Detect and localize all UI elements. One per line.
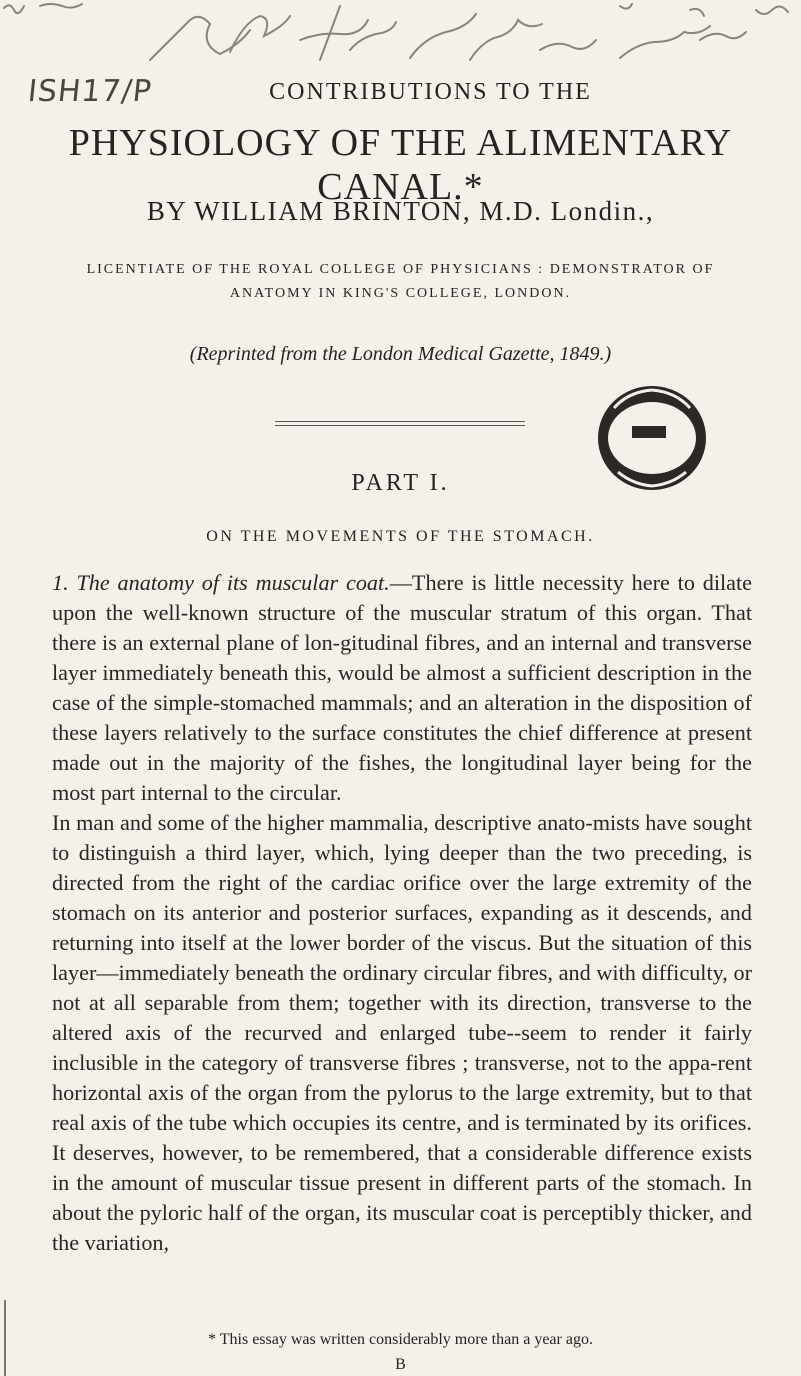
document-title: PHYSIOLOGY OF THE ALIMENTARY CANAL.* — [68, 122, 733, 208]
paragraph-1-lead: 1. The anatomy of its muscular coat. — [52, 570, 390, 595]
signature-mark: B — [395, 1356, 406, 1373]
double-rule-bottom — [275, 425, 525, 426]
double-rule-top — [275, 421, 525, 422]
paragraph-2: In man and some of the higher mammalia, descriptive anato-mists have sought to distinguish a third layer, which, lying deeper than the two preceding, is directed from the right of the cardiac orifice over the large extremity of the stomach on its anterior and posterior surfaces, expanding as it descends, and returning into itself at the lower border of the viscus. But the situation of this layer—immediately beneath the ordinary circular fibres, and with difficulty, or not at all separable from them; together with its direction, transverse to the altered axis of the recurved and enlarged tube--seem to render it fairly inclusible in the category of transverse fibres ; transverse, not to the appa-rent horizontal axis of the organ from the pylorus to the large extremity, but to that real axis of the tube which occupies its centre, and is terminated by its orifices. — [52, 810, 752, 1135]
author-credentials-line-2: ANATOMY IN KING'S COLLEGE, LONDON. — [229, 286, 572, 301]
body-text — [52, 568, 752, 1258]
author-line: BY WILLIAM BRINTON, M.D. Londin., — [146, 196, 655, 226]
author-credentials-line-1: LICENTIATE OF THE ROYAL COLLEGE OF PHYSICIANS : DEMONSTRATOR OF — [86, 262, 715, 277]
series-heading: CONTRIBUTIONS TO THE — [269, 79, 592, 105]
footnote: * This essay was written considerably more than a year ago. — [208, 1331, 593, 1348]
paragraph-1-text: —There is little necessity here to dilate upon the well-known structure of the muscular stratum of this organ. That there is an external plane of lon-gitudinal fibres, and an internal and transverse layer immediately beneath this, would be almost a sufficient description in the case of the simple-stomached mammals; and an alteration in the disposition of these layers relatively to the surface constitutes the chief difference at present made out in the majority of the fishes, the longitudinal layer being for the most part internal to the circular. — [52, 570, 753, 805]
part-heading: PART I. — [351, 470, 450, 496]
paragraph-3: It deserves, however, to be remembered, that a considerable difference exists in the amount of muscular tissue present in different parts of the stomach. In about the pyloric half of the organ, its muscular coat is perceptibly thicker, and the variation, — [52, 1140, 752, 1255]
section-heading: ON THE MOVEMENTS OF THE STOMACH. — [206, 528, 595, 545]
reprint-note: (Reprinted from the London Medical Gazette, 1849.) — [189, 343, 612, 365]
paragraph-1 — [52, 568, 752, 808]
handwritten-shelfmark: ISH17/P — [26, 74, 154, 109]
